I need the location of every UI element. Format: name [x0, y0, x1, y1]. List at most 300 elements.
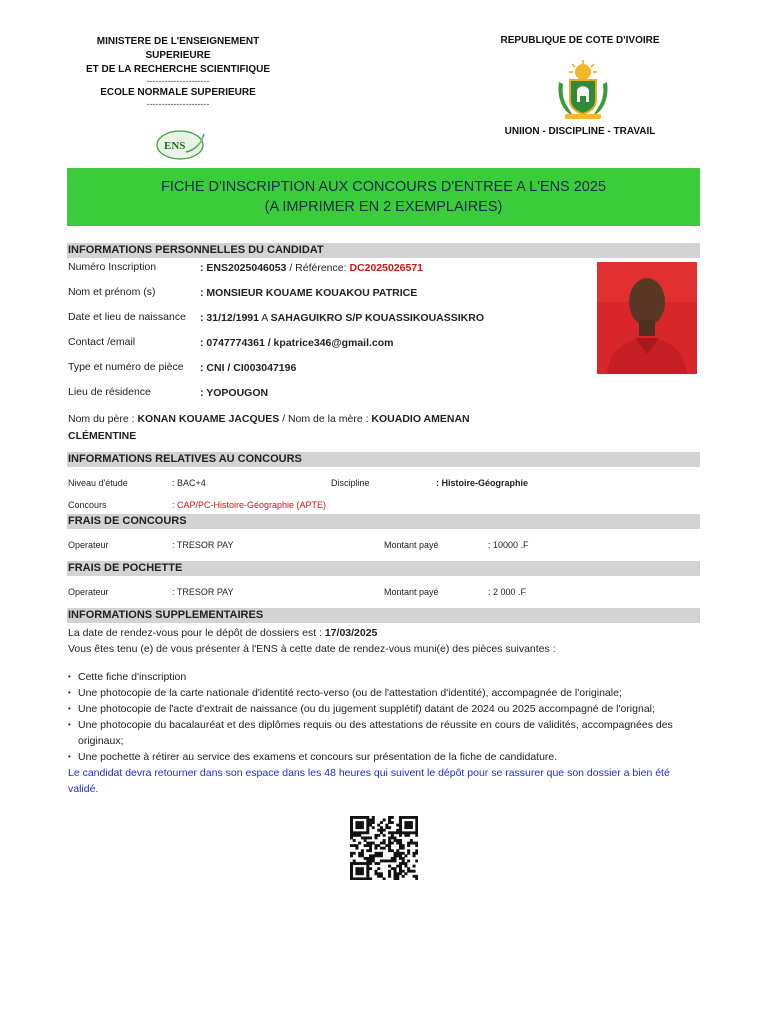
qr-module — [396, 824, 399, 827]
qr-module — [380, 852, 383, 855]
qr-module — [355, 824, 358, 827]
qr-module — [413, 852, 416, 855]
qr-module — [391, 849, 394, 852]
qr-module — [385, 860, 388, 863]
date-value: 17/03/2025 — [324, 627, 378, 639]
qr-module — [353, 831, 356, 834]
qr-module — [399, 867, 402, 870]
qr-module — [410, 826, 413, 829]
qr-module — [396, 875, 399, 878]
required-documents-list — [68, 669, 700, 765]
qr-module — [407, 870, 410, 873]
qr-module — [358, 831, 361, 834]
contact-row — [200, 337, 394, 349]
qr-module — [369, 821, 372, 824]
qr-module — [388, 875, 391, 878]
qr-module — [399, 816, 402, 819]
qr-module — [407, 844, 410, 847]
qr-module — [358, 824, 361, 827]
list-item: • Une pochette à rétirer au service des examens et concours sur présentation de la fiche de candidature. — [68, 749, 700, 765]
inscription-label: Numéro Inscription — [68, 261, 157, 273]
qr-module — [385, 826, 388, 829]
qr-module — [361, 831, 364, 834]
qr-module — [366, 877, 369, 880]
qr-module — [383, 847, 386, 850]
qr-module — [415, 844, 418, 847]
qr-module — [415, 842, 418, 845]
ens-logo-text: ENS — [164, 140, 186, 152]
qr-module — [404, 821, 407, 824]
qr-module — [410, 842, 413, 845]
coat-of-arms — [553, 60, 613, 122]
qr-module — [415, 831, 418, 834]
contact-value: : 0747774361 / kpatrice346@gmail.com — [200, 337, 394, 349]
qr-module — [372, 860, 375, 863]
name-label: Nom et prénom (s) — [68, 286, 156, 298]
motto: UNIION - DISCIPLINE - TRAVAIL — [504, 126, 656, 137]
qr-module — [369, 824, 372, 827]
qr-module — [366, 857, 369, 860]
id-row — [200, 362, 296, 374]
qr-module — [364, 844, 367, 847]
qr-module — [364, 877, 367, 880]
fc-amount-value: : 10000 .F — [488, 540, 529, 550]
qr-module — [388, 831, 391, 834]
qr-module — [355, 867, 358, 870]
qr-module — [369, 857, 372, 860]
birth-place: SAHAGUIKRO S/P KOUASSIKOUASSIKRO — [270, 312, 484, 324]
qr-module — [364, 831, 367, 834]
qr-module — [399, 870, 402, 873]
qr-module — [388, 860, 391, 863]
qr-module — [350, 819, 353, 822]
republic-title: REPUBLIQUE DE COTE D'IVOIRE — [500, 35, 660, 46]
qr-module — [353, 877, 356, 880]
qr-module — [391, 831, 394, 834]
qr-module — [353, 862, 356, 865]
qr-module — [361, 862, 364, 865]
qr-module — [404, 854, 407, 857]
qr-module — [380, 860, 383, 863]
qr-module — [358, 821, 361, 824]
fc-operator-label: Operateur — [68, 540, 109, 550]
qr-module — [369, 860, 372, 863]
qr-module — [377, 862, 380, 865]
qr-module — [350, 821, 353, 824]
qr-module — [358, 842, 361, 845]
qr-module — [361, 872, 364, 875]
qr-module — [399, 844, 402, 847]
qr-module — [388, 821, 391, 824]
qr-module — [394, 854, 397, 857]
qr-module — [396, 849, 399, 852]
qr-module — [388, 836, 391, 839]
qr-module — [388, 819, 391, 822]
residence-value: : YOPOUGON — [200, 387, 269, 399]
qr-module — [353, 839, 356, 842]
qr-module — [355, 831, 358, 834]
qr-module — [394, 831, 397, 834]
qr-module — [407, 867, 410, 870]
discipline-value: : Histoire-Géographie — [436, 478, 529, 488]
qr-module — [366, 865, 369, 868]
qr-module — [366, 824, 369, 827]
qr-module — [372, 842, 375, 845]
qr-module — [404, 865, 407, 868]
qr-module — [402, 847, 405, 850]
qr-module — [388, 865, 391, 868]
qr-module — [394, 836, 397, 839]
birth-row — [200, 312, 484, 324]
qr-module — [394, 857, 397, 860]
qr-module — [361, 836, 364, 839]
qr-module — [407, 852, 410, 855]
qr-module — [391, 816, 394, 819]
qr-module — [353, 852, 356, 855]
qr-module — [399, 847, 402, 850]
qr-module — [361, 826, 364, 829]
separator: --------------------- — [146, 99, 210, 109]
qr-module — [415, 819, 418, 822]
qr-module — [383, 839, 386, 842]
qr-module — [388, 826, 391, 829]
birth-label: Date et lieu de naissance — [68, 311, 186, 323]
qr-module — [394, 867, 397, 870]
qr-module — [396, 842, 399, 845]
section-concours: INFORMATIONS RELATIVES AU CONCOURS — [67, 452, 700, 467]
qr-module — [380, 821, 383, 824]
qr-module — [413, 870, 416, 873]
qr-module — [391, 836, 394, 839]
fc-amount-label: Montant payé — [384, 540, 439, 550]
ministry-line1: MINISTERE DE L'ENSEIGNEMENT SUPERIEURE — [96, 36, 260, 61]
qr-module — [377, 854, 380, 857]
qr-module — [391, 834, 394, 837]
qr-module — [383, 860, 386, 863]
qr-module — [350, 865, 353, 868]
fp-amount-label: Montant payé — [384, 587, 439, 597]
qr-module — [355, 844, 358, 847]
qr-module — [407, 860, 410, 863]
qr-module — [396, 839, 399, 842]
qr-module — [399, 857, 402, 860]
qr-module — [399, 865, 402, 868]
qr-module — [350, 831, 353, 834]
qr-module — [415, 875, 418, 878]
qr-module — [355, 816, 358, 819]
qr-module — [355, 847, 358, 850]
qr-module — [388, 870, 391, 873]
qr-module — [415, 821, 418, 824]
qr-module — [366, 836, 369, 839]
qr-module — [358, 826, 361, 829]
date-line — [68, 625, 700, 641]
qr-module — [404, 824, 407, 827]
qr-module — [364, 839, 367, 842]
date-text: La date de rendez-vous pour le dépôt de dossiers est : — [68, 627, 325, 639]
qr-module — [369, 842, 372, 845]
qr-module — [383, 819, 386, 822]
qr-module — [415, 826, 418, 829]
qr-module — [407, 849, 410, 852]
qr-module — [361, 867, 364, 870]
mother-value: KOUADIO AMENAN CLÉMENTINE — [68, 413, 470, 442]
banner-subtitle: (A IMPRIMER EN 2 EXEMPLAIRES) — [264, 199, 503, 215]
reference-label: / Référence: — [286, 262, 350, 274]
qr-module — [385, 824, 388, 827]
qr-module — [388, 844, 391, 847]
qr-module — [391, 857, 394, 860]
qr-module — [380, 826, 383, 829]
concours-label: Concours — [68, 500, 107, 510]
qr-module — [402, 844, 405, 847]
qr-module — [404, 816, 407, 819]
ministry-line2: ET DE LA RECHERCHE SCIENTIFIQUE — [85, 64, 271, 75]
list-item: • Une photocopie de l'acte d'extrait de naissance (ou du jugement supplétif) datant de 2024 ou 2025 accompagné de l'orignal; — [68, 701, 700, 717]
qr-module — [355, 834, 358, 837]
discipline-label: Discipline — [331, 478, 370, 488]
qr-module — [355, 877, 358, 880]
qr-module — [404, 872, 407, 875]
qr-module — [358, 867, 361, 870]
qr-module — [383, 877, 386, 880]
qr-module — [350, 872, 353, 875]
birth-date: : 31/12/1991 — [200, 312, 259, 324]
fp-operator-value: : TRESOR PAY — [172, 587, 234, 597]
qr-module — [369, 862, 372, 865]
qr-module — [350, 829, 353, 832]
qr-module — [350, 867, 353, 870]
qr-module — [410, 839, 413, 842]
qr-module — [372, 857, 375, 860]
qr-module — [394, 839, 397, 842]
qr-module — [399, 842, 402, 845]
qr-module — [366, 870, 369, 873]
qr-module — [369, 854, 372, 857]
list-item: • Une photocopie du bacalauréat et des diplômes requis ou des attestations de réussite en cours de validités, accompagnées des originaux; — [68, 717, 700, 749]
qr-module — [415, 877, 418, 880]
qr-module — [415, 834, 418, 837]
qr-module — [364, 862, 367, 865]
qr-module — [407, 821, 410, 824]
qr-module — [374, 844, 377, 847]
qr-module — [377, 834, 380, 837]
qr-module — [391, 867, 394, 870]
school-name: ECOLE NORMALE SUPERIEURE — [100, 87, 256, 98]
qr-module — [399, 829, 402, 832]
qr-module — [374, 847, 377, 850]
qr-module — [361, 854, 364, 857]
qr-module — [350, 875, 353, 878]
qr-module — [364, 857, 367, 860]
qr-module — [372, 854, 375, 857]
qr-module — [380, 875, 383, 878]
qr-module — [350, 870, 353, 873]
inscription-row — [200, 262, 423, 274]
qr-module — [358, 852, 361, 855]
qr-module — [391, 842, 394, 845]
qr-module — [355, 821, 358, 824]
level-value: : BAC+4 — [172, 478, 206, 488]
id-label: Type et numéro de pièce — [68, 361, 184, 373]
qr-module — [355, 870, 358, 873]
qr-module — [407, 826, 410, 829]
qr-module — [372, 826, 375, 829]
qr-module — [383, 829, 386, 832]
qr-module — [350, 826, 353, 829]
ministry-header — [78, 35, 278, 109]
qr-module — [394, 872, 397, 875]
parents-row — [68, 411, 508, 445]
qr-module — [413, 875, 416, 878]
qr-module — [410, 816, 413, 819]
qr-module — [407, 842, 410, 845]
qr-module — [374, 834, 377, 837]
qr-module — [366, 826, 369, 829]
qr-module — [380, 842, 383, 845]
qr-module — [377, 844, 380, 847]
qr-module — [374, 862, 377, 865]
qr-module — [374, 852, 377, 855]
qr-module — [350, 824, 353, 827]
qr-module — [394, 860, 397, 863]
qr-module — [366, 821, 369, 824]
qr-module — [396, 831, 399, 834]
qr-module — [374, 872, 377, 875]
qr-module — [407, 834, 410, 837]
qr-module — [413, 831, 416, 834]
qr-module — [372, 819, 375, 822]
qr-module — [353, 834, 356, 837]
qr-module — [364, 836, 367, 839]
supp-intro: Vous êtes tenu (e) de vous présenter à l'ENS à cette date de rendez-vous muni(e) des pièces suivantes : — [68, 643, 556, 655]
section-frais-pochette: FRAIS DE POCHETTE — [67, 561, 700, 576]
qr-module — [383, 834, 386, 837]
qr-module — [388, 847, 391, 850]
banner-title: FICHE D'INSCRIPTION AUX CONCOURS D'ENTREE A L'ENS 2025 — [160, 179, 607, 195]
qr-module — [350, 862, 353, 865]
qr-module — [388, 816, 391, 819]
qr-module — [358, 834, 361, 837]
qr-module — [361, 824, 364, 827]
qr-module — [358, 870, 361, 873]
qr-module — [361, 852, 364, 855]
qr-module — [394, 875, 397, 878]
qr-module — [383, 842, 386, 845]
ens-logo — [156, 130, 208, 160]
qr-module — [377, 852, 380, 855]
qr-module — [364, 816, 367, 819]
qr-module — [396, 877, 399, 880]
qr-module — [396, 829, 399, 832]
father-value: KONAN KOUAME JACQUES — [137, 413, 280, 425]
residence-row — [200, 387, 268, 399]
qr-module — [402, 857, 405, 860]
qr-module — [402, 862, 405, 865]
inscription-value: : ENS2025046053 — [200, 262, 287, 274]
qr-module — [388, 839, 391, 842]
qr-module — [404, 862, 407, 865]
id-value: : CNI / CI003047196 — [200, 362, 297, 374]
qr-module — [369, 819, 372, 822]
qr-module — [355, 826, 358, 829]
qr-module — [361, 877, 364, 880]
qr-module — [366, 829, 369, 832]
qr-module — [407, 831, 410, 834]
qr-module — [380, 872, 383, 875]
qr-module — [413, 816, 416, 819]
qr-module — [399, 872, 402, 875]
qr-module — [374, 854, 377, 857]
qr-module — [369, 847, 372, 850]
qr-module — [394, 870, 397, 873]
qr-module — [372, 821, 375, 824]
qr-module — [358, 877, 361, 880]
qr-module — [353, 816, 356, 819]
qr-module — [369, 836, 372, 839]
qr-module — [394, 877, 397, 880]
qr-module — [394, 852, 397, 855]
qr-module — [358, 862, 361, 865]
qr-module — [353, 860, 356, 863]
qr-module — [377, 867, 380, 870]
list-item: • Une photocopie de la carte nationale d'identité recto-verso (ou de l'attestation d'identité), accompagnée de l'originale; — [68, 685, 700, 701]
qr-module — [385, 844, 388, 847]
qr-module — [402, 870, 405, 873]
qr-module — [361, 816, 364, 819]
qr-module — [399, 862, 402, 865]
qr-module — [366, 819, 369, 822]
qr-module — [350, 836, 353, 839]
qr-module — [380, 847, 383, 850]
qr-module — [366, 867, 369, 870]
qr-module — [415, 824, 418, 827]
qr-module — [350, 877, 353, 880]
qr-module — [415, 852, 418, 855]
qr-module — [388, 849, 391, 852]
qr-module — [399, 839, 402, 842]
father-label: Nom du père : — [68, 413, 138, 425]
qr-module — [380, 854, 383, 857]
qr-module — [366, 831, 369, 834]
qr-module — [410, 870, 413, 873]
qr-module — [399, 821, 402, 824]
section-frais-concours: FRAIS DE CONCOURS — [67, 514, 700, 529]
qr-module — [391, 860, 394, 863]
reference-value: DC2025026571 — [349, 262, 423, 274]
qr-module — [399, 824, 402, 827]
qr-module — [415, 829, 418, 832]
qr-module — [377, 824, 380, 827]
qr-module — [399, 834, 402, 837]
fp-operator-label: Operateur — [68, 587, 109, 597]
qr-module — [404, 826, 407, 829]
fp-amount-value: : 2 000 .F — [488, 587, 527, 597]
discipline-row — [436, 478, 528, 488]
qr-module — [391, 821, 394, 824]
qr-module — [361, 870, 364, 873]
qr-module — [402, 831, 405, 834]
qr-module — [361, 821, 364, 824]
qr-module — [404, 831, 407, 834]
concours-value: : CAP/PC-Histoire-Géographie (APTE) — [172, 500, 327, 510]
qr-module — [358, 854, 361, 857]
qr-module — [350, 852, 353, 855]
list-item: • Cette fiche d'inscription — [68, 669, 700, 685]
qr-module — [358, 872, 361, 875]
qr-module — [410, 831, 413, 834]
qr-module — [366, 849, 369, 852]
